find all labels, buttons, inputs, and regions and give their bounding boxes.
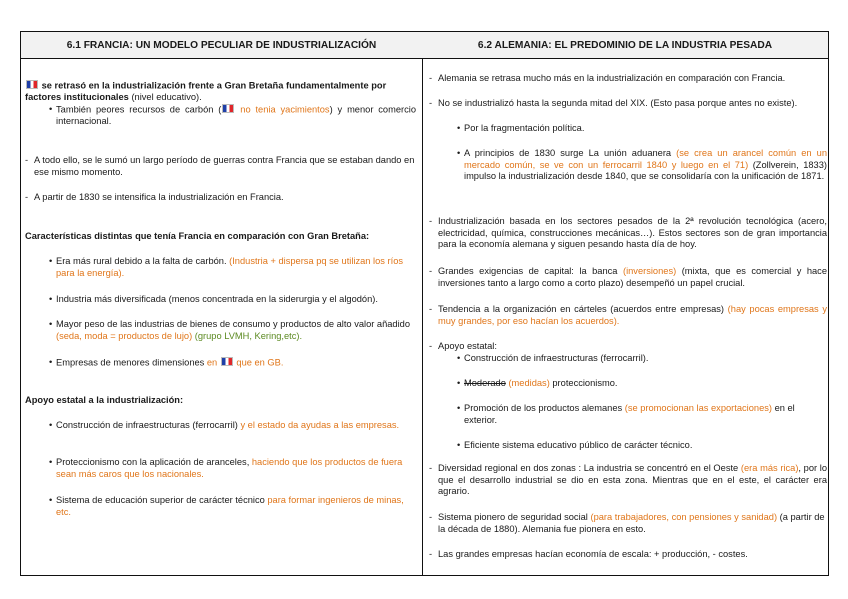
promo-note: (se promocionan las exportaciones): [624, 403, 772, 413]
diversified-text: Industria más diversificada (menos concentrada en la siderurgia y el algodón).: [56, 294, 378, 304]
dash-icon: -: [429, 73, 433, 83]
germany-column: [423, 59, 828, 575]
comparison-table: [20, 31, 829, 576]
moderate-note: (medidas): [505, 378, 550, 388]
bullet-icon: •: [49, 256, 53, 266]
list-item: [457, 148, 828, 183]
fragment-text: Por la fragmentación política.: [464, 123, 585, 133]
dash-icon: -: [25, 192, 29, 202]
union-note: (se crea un arancel común en un mercado común, se ve con un ferrocarril 1840 y luego en el 71): [464, 148, 828, 170]
small-note: en: [206, 357, 218, 368]
consumer-note: (seda, moda = productos de lujo): [56, 330, 193, 341]
list-item: [429, 549, 827, 561]
infra-text: Construcción de infraestructuras (ferrocarril): [56, 420, 241, 430]
coal-text-end: ) y menor comercio internacional.: [56, 104, 416, 127]
list-item: [429, 512, 827, 535]
list-item: [429, 304, 827, 327]
moderate-struck: Moderado: [464, 378, 506, 388]
union-text: A principios de 1830 surge La unión aduanera: [464, 148, 677, 158]
bullet-icon: •: [49, 357, 53, 367]
rural-note: (Industria + dispersa pq se utilizan los ríos para la energía).: [56, 256, 404, 278]
bullet-icon: •: [49, 495, 53, 505]
protect-text: Proteccionismo con la aplicación de aranceles,: [56, 457, 252, 467]
bullet-icon: •: [49, 294, 53, 304]
promo-text-end: en el exterior.: [464, 403, 795, 425]
list-item: [457, 440, 827, 452]
dash-icon: -: [429, 512, 433, 522]
coal-text: También peores recursos de carbón (: [56, 104, 222, 115]
list-item: [25, 155, 417, 178]
infra-text: Construcción de infraestructuras (ferrocarril).: [464, 353, 649, 363]
france-flag-icon: [221, 357, 233, 366]
bullet-icon: •: [457, 353, 461, 363]
capital-text: Grandes exigencias de capital: la banca: [438, 266, 623, 276]
list-item: [429, 73, 827, 85]
features-heading: Características distintas que tenía Francia en comparación con Gran Bretaña:: [25, 231, 370, 241]
state-support-text: Apoyo estatal:: [438, 341, 497, 351]
small-note-end: que en GB.: [233, 357, 284, 368]
union-text-end: (Zollverein, 1833) impulso la industrialización desde 1840, que se consolidaría con la unificación de 1871.: [464, 159, 827, 182]
list-item: [49, 104, 416, 128]
state-heading: Apoyo estatal a la industrialización:: [25, 395, 184, 405]
dash-icon: -: [429, 549, 433, 559]
coal-note: no tenia yacimientos: [235, 104, 330, 115]
edu-text: Sistema de educación superior de carácter técnico: [56, 495, 268, 505]
social-text-end: (a partir de la década de 1880). Alemania fue pionera en esto.: [438, 512, 825, 534]
list-item: [49, 457, 416, 480]
from1830-text: A partir de 1830 se intensifica la industrialización en Francia.: [34, 192, 284, 202]
regional-text: Diversidad regional en dos zonas : La industria se concentró en el Oeste: [438, 463, 741, 473]
bullet-icon: •: [49, 104, 53, 114]
cartel-text: Tendencia a la organización en cárteles (acuerdos entre empresas): [438, 304, 728, 314]
bullet-icon: •: [49, 457, 53, 467]
list-item: [49, 420, 416, 432]
notuntil-text: No se industrializó hasta la segunda mitad del XIX. (Esto pasa porque antes no existe).: [438, 98, 798, 108]
cartel-note: (hay pocas empresas y muy grandes, por eso hacían los acuerdos).: [438, 304, 827, 326]
rural-text: Era más rural debido a la falta de carbón.: [56, 256, 230, 266]
infra-note: y el estado da ayudas a las empresas.: [240, 420, 400, 430]
edu-text: Eficiente sistema educativo público de carácter técnico.: [464, 440, 693, 450]
delay-text: Alemania se retrasa mucho más en la industrialización en comparación con Francia.: [438, 73, 786, 83]
dash-icon: -: [429, 98, 433, 108]
list-item: [25, 192, 417, 204]
dash-icon: -: [429, 463, 433, 473]
consumer-text: Mayor peso de las industrias de bienes de consumo y productos de alto valor añadido: [56, 319, 411, 329]
list-item: [457, 378, 827, 390]
dash-icon: -: [429, 216, 433, 226]
dash-icon: -: [429, 266, 433, 276]
regional-text-end: , por lo que el desarrollo industrial se dio en esta zona. Mientras que en el este, el carácter era agrario.: [438, 463, 828, 497]
edu-note: para formar ingenieros de minas, etc.: [56, 495, 404, 517]
list-item: [429, 216, 827, 251]
list-item: [429, 98, 827, 110]
list-item: [429, 266, 828, 289]
bullet-icon: •: [457, 403, 461, 413]
dash-icon: -: [429, 304, 433, 314]
list-item: [457, 353, 827, 365]
list-item: [457, 403, 827, 426]
bullet-icon: •: [457, 148, 461, 158]
bullet-icon: •: [49, 420, 53, 430]
regional-note: (era más rica): [740, 463, 799, 473]
intro-rest: (nivel educativo).: [128, 92, 202, 103]
intro-bold: se retrasó en la industrialización frente a Gran Bretaña fundamentalmente por factores institucionales: [25, 80, 387, 103]
wars-text: A todo ello, se le sumó un largo período de guerras contra Francia que se estaban dando en ese mismo momento.: [34, 155, 415, 177]
list-item: [429, 463, 828, 498]
list-item: [49, 294, 416, 306]
bullet-icon: •: [457, 378, 461, 388]
list-item: [429, 341, 827, 353]
list-item: [49, 256, 416, 279]
moderate-text: proteccionismo.: [549, 378, 618, 388]
list-item: [49, 495, 416, 518]
scale-text: Las grandes empresas hacían economía de escala: + producción, - costes.: [438, 549, 748, 559]
promo-text: Promoción de los productos alemanes: [464, 403, 625, 413]
dash-icon: -: [25, 155, 29, 165]
bullet-icon: •: [457, 440, 461, 450]
social-text: Sistema pionero de seguridad social: [438, 512, 591, 522]
consumer-example: (grupo LVMH, Kering,etc).: [192, 330, 303, 341]
france-flag-icon: [26, 80, 38, 89]
france-intro: [25, 80, 417, 104]
protect-note: haciendo que los productos de fuera sean más caros que los nacionales.: [56, 457, 403, 479]
bullet-icon: •: [457, 123, 461, 133]
list-item: [49, 319, 416, 342]
social-note: (para trabajadores, con pensiones y sanidad): [590, 512, 778, 522]
list-item: [457, 123, 827, 135]
small-text: Empresas de menores dimensiones: [56, 357, 207, 368]
france-flag-icon: [222, 104, 234, 113]
capital-text-end: (mixta, que es comercial y hace inversiones tanto a largo como a corto plazo) desempeñó un papel crucial.: [438, 266, 828, 288]
dash-icon: -: [429, 341, 433, 351]
heavy-text: Industrialización basada en los sectores pesados de la 2ª revolución tecnológica (acero, electricidad, química, construcciones mecánicas…). Estos sectores son de gran importancia para la economía alemana y siguen pesando hasta día de hoy.: [438, 216, 827, 250]
list-item: [49, 357, 416, 369]
capital-note: (inversiones): [622, 266, 677, 276]
france-column: [21, 59, 422, 575]
bullet-icon: •: [49, 319, 53, 329]
germany-header: 6.2 ALEMANIA: EL PREDOMINIO DE LA INDUSTRIA PESADA: [422, 32, 828, 59]
france-header: 6.1 FRANCIA: UN MODELO PECULIAR DE INDUSTRIALIZACIÓN: [21, 32, 422, 59]
